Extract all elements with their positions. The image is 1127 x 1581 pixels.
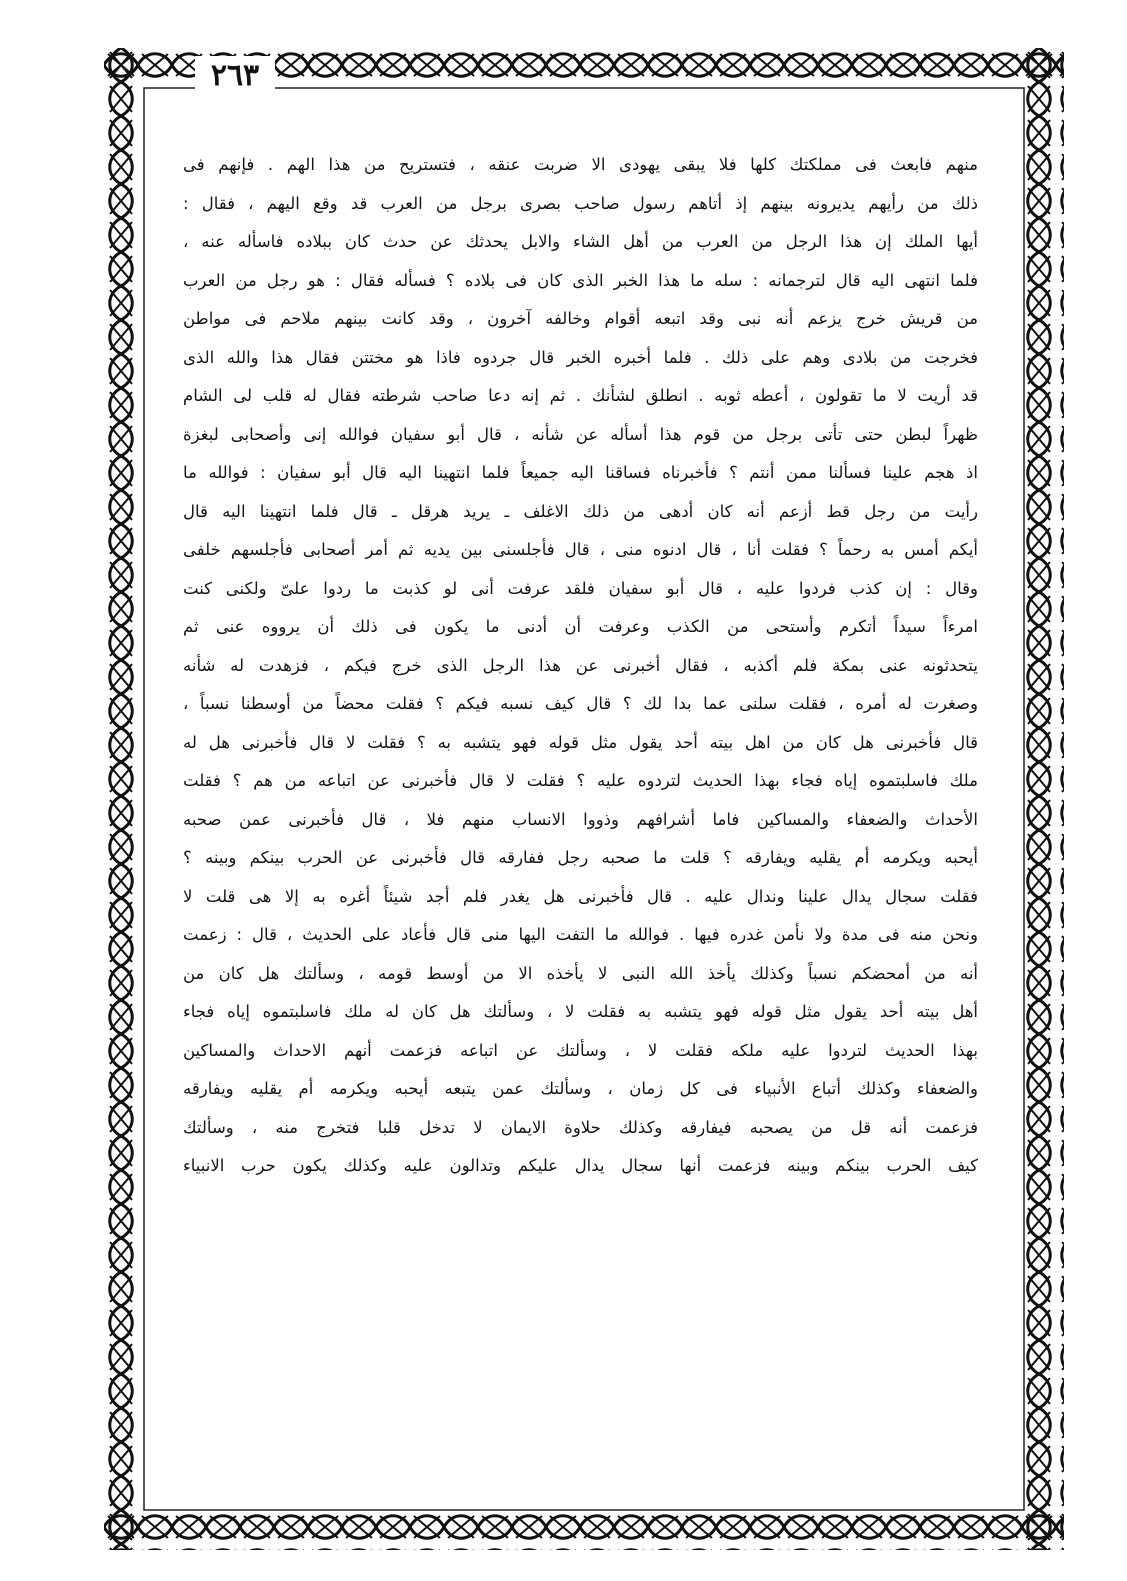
text-line: قال فأخبرنى هل كان من اهل بيته أحد يقول مثل قوله فهو يتشبه به ؟ فقلت لا قال فأخبرنى هل له [183, 732, 978, 752]
text-line: ذلك من رأيهم يديرونه بينهم إذ أتاهم رسول صاحب بصرى برجل من العرب قد وقع اليهم ، فقال : [183, 193, 978, 213]
text-line: يتحدثونه عنى بمكة فلم أكذبه ، فقال أخبرنى عن هذا الرجل الذى خرج فيكم ، فزهدت له شأنه [183, 655, 978, 675]
text-line: والضعفاء وكذلك أتباع الأنبياء فى كل زمان ، وسألتك عمن يتبعه أيحبه ويكرمه أم يقليه ويفارقه [183, 1079, 978, 1098]
text-line: أيها الملك إن هذا الرجل من العرب من أهل الشاء والابل يحدثك عن حدث كان ببلاده فاسأله عنه ، [183, 232, 978, 251]
text-line: من قريش خرج يزعم أنه نبى وقد اتبعه أقوام وخالفه آخرون ، وقد كانت بينهم ملاحم فى مواطن [183, 309, 978, 328]
text-line: قد أريت لا ما تقولون ، أعطه ثوبه . انطلق لشأنك . ثم إنه دعا صاحب شرطته فقال له قلب لى الشام [183, 386, 978, 405]
text-line: وقال : إن كذب فردوا عليه ، قال أبو سفيان فلقد عرفت أنى لو كذبت ما ردوا علىّ ولكنى كنت [183, 578, 978, 598]
text-line: رأيت من رجل قط أزعم أنه كان أدهى من ذلك الاغلف ـ يريد هرقل ـ قال فلما انتهينا اليه قال [183, 501, 978, 521]
text-line: وصغرت له أمره ، فقلت سلنى عما بدا لك ؟ قال كيف نسبه فيكم ؟ فقلت محضاً من أوسطنا نسباً ، [183, 694, 978, 713]
text-line: أهل بيته أحد يقول مثل قوله فهو يتشبه به فقلت لا ، وسألتك هل كان له ملك فاسلبتموه إياه فجاء [183, 1002, 978, 1021]
text-line: فلما انتهى اليه قال لترجمانه : سله ما هذا الخبر الذى كان فى بلاده ؟ فسأله فقال : هو رجل من العرب [183, 270, 978, 290]
text-line: كيف الحرب بينكم وبينه فزعمت أنها سجال يدال عليكم وتدالون عليه وكذلك يكون حرب الانبياء [183, 1156, 978, 1175]
text-line: بهذا الحديث لتردوا عليه ملكه فقلت لا ، وسألتك عن اتباعه فزعمت أنهم الاحداث والمساكين [183, 1040, 978, 1060]
text-line: أنه من أمحضكم نسباً وكذلك يأخذ الله النبى لا يأخذه الا من أوسط قومه ، وسألتك هل كان من [183, 963, 978, 983]
text-line: فقلت سجال يدال علينا وندال عليه . قال فأخبرنى هل يغدر فلم أجد شيئاً أغره به إلا هى قلت لا [183, 886, 978, 906]
text-line: ظهراً لبطن حتى تأتى برجل من قوم هذا أسأله عن شأنه ، قال أبو سفيان فوالله إنى وأصحابى لبغزة [183, 424, 978, 444]
page-number: ٢٦٣ [195, 56, 275, 96]
text-line: منهم فابعث فى مملكتك كلها فلا يبقى يهودى الا ضربت عنقه ، فتستريح من هذا الهم . فإنهم فى [183, 155, 978, 174]
body-text [183, 146, 978, 1186]
text-line: ونحن منه فى مدة ولا نأمن غدره فيها . فوالله ما التفت اليها منى قال فأعاد على الحديث ، قال : زعمت [183, 925, 978, 944]
text-line: أيحبه ويكرمه أم يقليه ويفارقه ؟ قلت ما صحبه رجل ففارقه قال فأخبرنى عن الحرب بينكم وبينه ؟ [183, 848, 978, 867]
text-line: ملك فاسلبتموه إياه فجاء بهذا الحديث لتردوه عليه ؟ فقلت لا قال فأخبرنى عن اتباعه من هم ؟ فقلت [183, 771, 978, 790]
text-line: أيكم أمس به رحماً ؟ فقلت أنا ، قال ادنوه منى ، قال فأجلسنى بين يديه ثم أمر أصحابى فأجلسهم خلفى [183, 540, 978, 559]
text-line: امرءاً سيداً أتكرم وأستحى من الكذب وعرفت أن أدنى ما يكون فى ذلك أن يرووه عنى ثم [183, 617, 978, 636]
text-line: الأحداث والضعفاء والمساكين فاما أشرافهم وذووا الانساب منهم فلا ، قال فأخبرنى عمن صحبه [183, 809, 978, 829]
text-line: فخرجت من بلادى وهم على ذلك . فلما أخبره الخبر قال جردوه فاذا هو مختتن فقال هذا والله الذى [183, 347, 978, 367]
text-line: فزعمت أنه قل من يصحبه فيفارقه وكذلك حلاوة الايمان لا تدخل قلبا فتخرج منه ، وسألتك [183, 1117, 978, 1137]
text-line: اذ هجم علينا فسألنا ممن أنتم ؟ فأخبرناه فساقنا اليه جميعاً فلما انتهينا اليه قال أبو سفيان : فوالله ما [183, 463, 978, 482]
